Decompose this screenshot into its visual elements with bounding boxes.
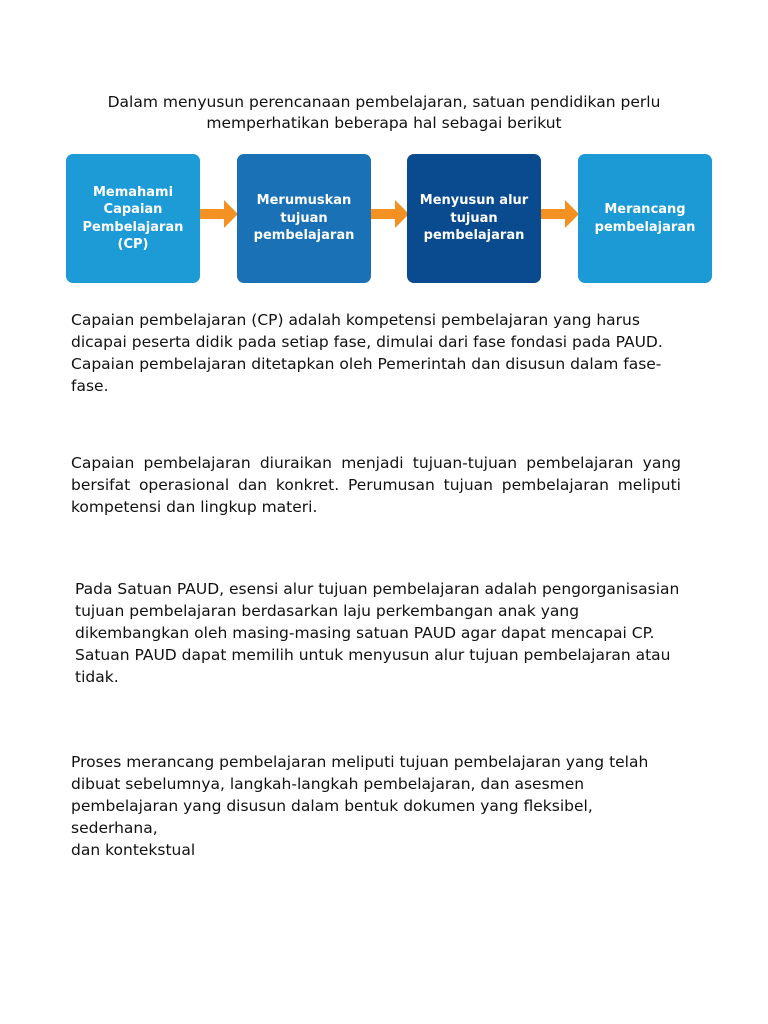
step-understand-cp [66, 154, 200, 283]
step-3-line-1: Menyusun alur [419, 193, 529, 209]
step-formulate-objectives [237, 154, 371, 283]
intro-line-2: memperhatikan beberapa hal sebagai berikut [206, 114, 562, 132]
paragraph-line: Proses merancang pembelajaran meliputi tujuan pembelajaran yang telah [71, 753, 649, 771]
step-2-line-2: tujuan [280, 210, 328, 226]
intro-text [60, 92, 708, 134]
step-4-line-2: pembelajaran [594, 219, 696, 235]
paragraph-line: dibuat sebelumnya, langkah-langkah pembelajaran, dan asesmen [71, 775, 585, 793]
arrow-right-icon [200, 199, 240, 229]
intro-line-1: Dalam menyusun perencanaan pembelajaran, satuan pendidikan perlu [107, 93, 661, 111]
step-1-line-1: Memahami [92, 184, 174, 200]
paragraph-line: pembelajaran yang disusun dalam bentuk dokumen yang fleksibel, sederhana, [71, 797, 593, 837]
paragraph-design [71, 751, 681, 861]
paragraph-line: Satuan PAUD dapat memilih untuk menyusun alur tujuan pembelajaran atau [75, 646, 671, 664]
step-4-line-1: Merancang [604, 202, 686, 217]
step-3-line-2: tujuan [450, 210, 498, 226]
paragraph-line: Capaian pembelajaran (CP) adalah kompetensi pembelajaran yang harus [71, 311, 640, 329]
paragraph-line: Capaian pembelajaran ditetapkan oleh Pemerintah dan disusun dalam fase- [71, 355, 662, 373]
step-1-line-2: Capaian [103, 202, 163, 217]
paragraph-line: fase. [71, 377, 109, 395]
paragraph-line: tidak. [75, 668, 119, 686]
paragraph-line: dan kontekstual [71, 841, 196, 859]
paragraph-cp [71, 309, 681, 397]
arrow-right-icon [541, 199, 581, 229]
step-design-learning [578, 154, 712, 283]
paragraph-line: tujuan pembelajaran berdasarkan laju perkembangan anak yang [75, 602, 580, 620]
paragraph-objectives: Capaian pembelajaran diuraikan menjadi tujuan-tujuan pembelajaran yang bersifat operasional dan konkret. Perumusan tujuan pembelajaran meliputi kompetensi dan lingkup materi. [71, 454, 681, 516]
step-2-line-1: Merumuskan [256, 193, 352, 209]
process-flow-diagram [0, 154, 768, 284]
arrow-right-icon [371, 199, 411, 229]
step-1-line-3: Pembelajaran [82, 219, 184, 235]
step-3-line-3: pembelajaran [423, 228, 525, 244]
paragraph-line: dicapai peserta didik pada setiap fase, dimulai dari fase fondasi pada PAUD. [71, 333, 663, 351]
paragraph-objective-flow [75, 578, 685, 688]
step-1-line-4: (CP) [117, 237, 149, 252]
step-compile-objective-flow [407, 154, 541, 283]
step-2-line-3: pembelajaran [253, 228, 355, 244]
paragraph-line: dikembangkan oleh masing-masing satuan PAUD agar dapat mencapai CP. [75, 624, 655, 642]
paragraph-line: Pada Satuan PAUD, esensi alur tujuan pembelajaran adalah pengorganisasian [75, 580, 680, 598]
